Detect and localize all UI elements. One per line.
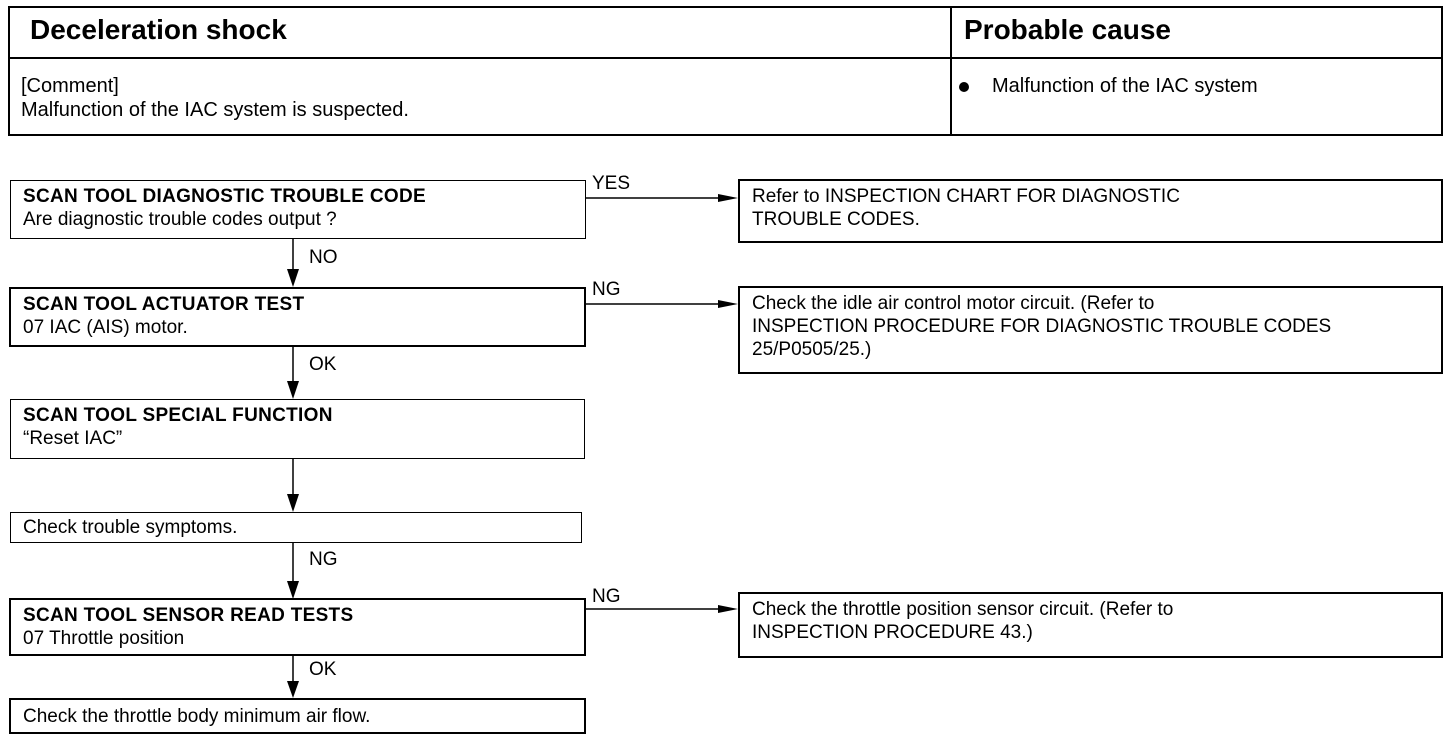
step-actuator-title: SCAN TOOL ACTUATOR TEST xyxy=(23,294,305,315)
step-actuator-text: 07 IAC (AIS) motor. xyxy=(23,317,188,338)
result-iac-line1: Check the idle air control motor circuit. (Refer to xyxy=(752,293,1155,314)
step-min-air-flow-box xyxy=(9,698,586,734)
ok-label-1: OK xyxy=(309,354,337,375)
step-dtc-text: Are diagnostic trouble codes output ? xyxy=(23,209,337,230)
arrow-down-icon xyxy=(287,681,299,698)
step-special-function-title: SCAN TOOL SPECIAL FUNCTION xyxy=(23,405,333,426)
comment-label: [Comment] xyxy=(21,75,119,97)
step-sensor-read-title: SCAN TOOL SENSOR READ TESTS xyxy=(23,605,354,626)
step-sensor-read-text: 07 Throttle position xyxy=(23,628,185,649)
result-iac-line3: 25/P0505/25.) xyxy=(752,339,872,360)
ng-label-1: NG xyxy=(592,279,621,300)
ok-label-2: OK xyxy=(309,659,337,680)
step-dtc-box xyxy=(10,180,586,239)
arrow-right-icon xyxy=(718,194,738,202)
step-min-air-flow-text: Check the throttle body minimum air flow. xyxy=(23,706,371,727)
result-iac-box xyxy=(738,286,1443,374)
yes-label: YES xyxy=(592,173,631,194)
result-dtc-box xyxy=(738,179,1443,243)
step-check-symptoms-box xyxy=(10,512,582,543)
no-label: NO xyxy=(309,247,338,268)
step-special-function-box xyxy=(10,399,585,459)
arrow-down-icon xyxy=(287,381,299,399)
ng-label-2: NG xyxy=(309,549,338,570)
result-tps-line1: Check the throttle position sensor circuit. (Refer to xyxy=(752,599,1174,620)
step-sensor-read-box xyxy=(9,598,586,656)
result-dtc-line1: Refer to INSPECTION CHART FOR DIAGNOSTIC xyxy=(752,186,1180,207)
result-dtc-line2: TROUBLE CODES. xyxy=(752,209,920,230)
arrow-down-icon xyxy=(287,269,299,287)
probable-cause-title: Probable cause xyxy=(964,14,1171,45)
symptom-title: Deceleration shock xyxy=(30,14,287,45)
result-tps-line2: INSPECTION PROCEDURE 43.) xyxy=(752,622,1033,643)
arrow-down-icon xyxy=(287,494,299,512)
comment-text: Malfunction of the IAC system is suspected. xyxy=(21,99,409,121)
step-check-symptoms-text: Check trouble symptoms. xyxy=(23,517,238,538)
arrow-right-icon xyxy=(718,300,738,308)
arrow-down-icon xyxy=(287,581,299,599)
step-special-function-text: “Reset IAC” xyxy=(23,428,123,449)
step-actuator-box xyxy=(9,287,586,347)
ng-label-3: NG xyxy=(592,586,621,607)
result-iac-line2: INSPECTION PROCEDURE FOR DIAGNOSTIC TROUBLE CODES xyxy=(752,316,1332,337)
result-tps-box xyxy=(738,592,1443,658)
arrow-right-icon xyxy=(718,605,738,613)
step-dtc-title: SCAN TOOL DIAGNOSTIC TROUBLE CODE xyxy=(23,186,426,207)
probable-cause-item: Malfunction of the IAC system xyxy=(992,75,1258,97)
